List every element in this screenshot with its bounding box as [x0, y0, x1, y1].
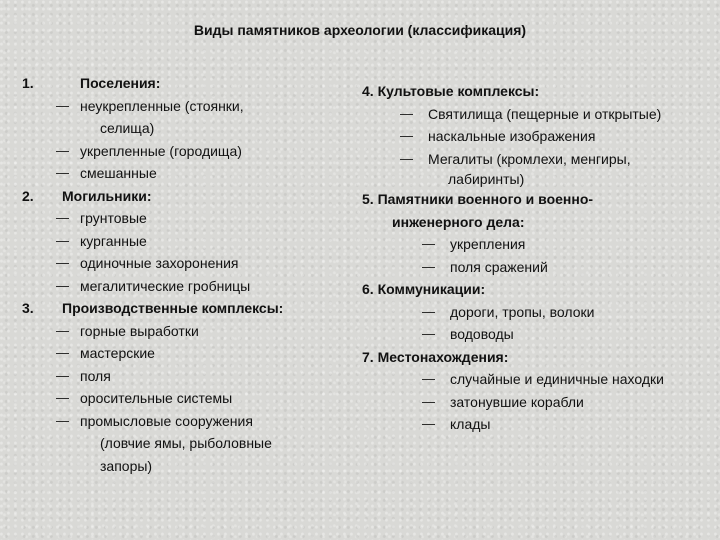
dash-bullet: —: [56, 210, 69, 225]
sub-item-label: случайные и единичные находки: [450, 371, 664, 387]
sub-item-continuation: лабиринты): [448, 171, 525, 187]
list-item: [22, 252, 342, 275]
dash-bullet: —: [422, 393, 435, 409]
item-locations: [362, 346, 712, 369]
dash-bullet: —: [56, 345, 69, 360]
list-item: [22, 410, 342, 433]
dash-bullet: —: [56, 412, 69, 428]
dash-bullet: —: [422, 236, 435, 251]
item-burials: [22, 185, 342, 208]
dash-bullet: —: [422, 326, 435, 341]
list-item: [362, 148, 712, 171]
list-item: [362, 323, 712, 346]
list-item: [362, 301, 712, 324]
dash-bullet: —: [422, 303, 435, 319]
dash-bullet: —: [400, 105, 413, 121]
item-number: 1.: [22, 75, 34, 91]
dash-bullet: —: [56, 322, 69, 338]
list-item: [362, 125, 712, 148]
list-item-continuation: [22, 117, 342, 140]
sub-item-label: промысловые сооружения: [80, 412, 253, 429]
list-item-continuation: [22, 432, 342, 455]
item-communications: [362, 278, 712, 301]
sub-item-label: мегалитические гробницы: [80, 277, 251, 294]
list-item-continuation: [362, 170, 712, 188]
sub-item-label: оросительные системы: [80, 390, 233, 406]
dash-bullet: —: [56, 255, 69, 270]
list-item: [362, 256, 712, 279]
item-label-continuation: [362, 211, 712, 234]
list-item: [22, 365, 342, 388]
item-settlements: [22, 72, 342, 95]
sub-item-label: поля: [80, 367, 111, 384]
item-label: 5. Памятники военного и военно-: [362, 191, 594, 207]
item-label: Производственные комплексы:: [62, 300, 284, 316]
list-item: [22, 230, 342, 253]
item-label-continuation: инженерного дела:: [392, 213, 525, 230]
sub-item-label: дороги, тропы, волоки: [450, 303, 595, 320]
sub-item-label: поля сражений: [450, 258, 548, 275]
dash-bullet: —: [422, 258, 435, 274]
item-cult: [362, 80, 712, 103]
dash-bullet: —: [400, 128, 413, 143]
sub-item-label: наскальные изображения: [428, 128, 596, 144]
list-item: [22, 342, 342, 365]
page-title: Виды памятников археологии (классификация): [193, 22, 527, 38]
item-production: [22, 297, 342, 320]
sub-item-label: горные выработки: [80, 322, 199, 339]
dash-bullet: —: [56, 97, 69, 113]
item-label: 4. Культовые комплексы:: [362, 83, 540, 99]
list-item: [22, 162, 342, 185]
left-column: [22, 72, 342, 477]
sub-item-label: укрепленные (городища): [80, 142, 242, 159]
list-item: [22, 95, 342, 118]
dash-bullet: —: [56, 367, 69, 383]
sub-item-label: Мегалиты (кромлехи, менгиры,: [428, 150, 631, 167]
list-item: [362, 391, 712, 414]
list-item: [362, 368, 712, 391]
list-item: [362, 413, 712, 436]
dash-bullet: —: [422, 371, 435, 386]
list-item: [362, 103, 712, 126]
item-label: 7. Местонахождения:: [362, 348, 509, 365]
item-number: 2.: [22, 187, 34, 204]
dash-bullet: —: [56, 390, 69, 405]
item-label: Могильники:: [62, 187, 152, 204]
sub-item-label: неукрепленные (стоянки,: [80, 97, 244, 114]
sub-item-label: мастерские: [80, 345, 155, 361]
sub-item-continuation: селища): [100, 120, 155, 136]
sub-item-label: затонувшие корабли: [450, 393, 584, 410]
dash-bullet: —: [56, 165, 69, 180]
dash-bullet: —: [422, 416, 435, 431]
item-number: 3.: [22, 300, 34, 316]
sub-item-continuation: (ловчие ямы, рыболовные: [100, 435, 272, 451]
list-item-continuation: [22, 455, 342, 478]
item-label: 6. Коммуникации:: [362, 281, 486, 297]
sub-item-label: Святилища (пещерные и открытые): [428, 105, 662, 122]
list-item: [22, 387, 342, 410]
dash-bullet: —: [56, 277, 69, 293]
sub-item-label: укрепления: [450, 236, 526, 252]
list-item: [22, 140, 342, 163]
item-label: Поселения:: [80, 75, 161, 91]
sub-item-label: грунтовые: [80, 210, 147, 226]
sub-item-label: водоводы: [450, 326, 514, 342]
sub-item-label: курганные: [80, 232, 147, 249]
sub-item-continuation: запоры): [100, 457, 153, 474]
sub-item-label: клады: [450, 416, 491, 432]
right-column: [362, 72, 712, 436]
list-item: [22, 275, 342, 298]
list-item: [362, 233, 712, 256]
dash-bullet: —: [400, 150, 413, 166]
list-item: [22, 320, 342, 343]
sub-item-label: смешанные: [80, 165, 157, 181]
sub-item-label: одиночные захоронения: [80, 255, 239, 271]
dash-bullet: —: [56, 142, 69, 158]
item-military: [362, 188, 712, 211]
list-item: [22, 207, 342, 230]
dash-bullet: —: [56, 232, 69, 248]
